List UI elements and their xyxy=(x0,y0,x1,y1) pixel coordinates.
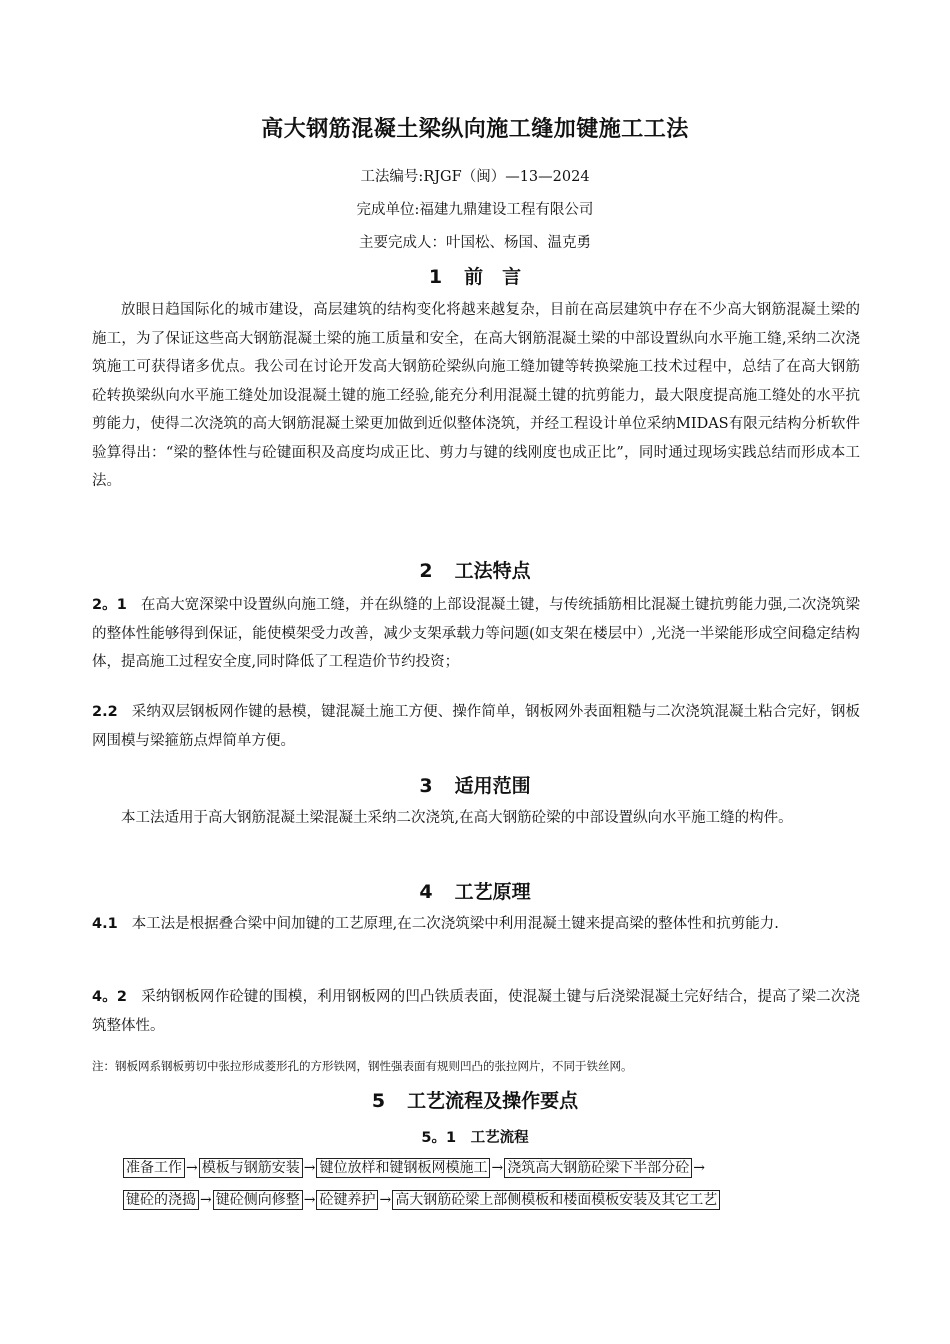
paragraph-number: 4.1 xyxy=(92,916,118,932)
subsection-5-1-heading: 5。1 工艺流程 xyxy=(421,1130,529,1146)
section-title: 前 言 xyxy=(464,266,522,288)
section-3-paragraph: 本工法适用于高大钢筋混凝土梁混凝土采纳二次浇筑,在高大钢筋砼梁的中部设置纵向水平施工缝的构件。 xyxy=(121,810,793,826)
process-flow-row-2 xyxy=(123,1190,720,1210)
section-number: 5 xyxy=(371,1090,386,1112)
flow-step: 准备工作 xyxy=(123,1158,185,1178)
section-1-paragraph: 放眼日趋国际化的城市建设，高层建筑的结构变化将越来越复杂，目前在高层建筑中存在不少高大钢筋混凝土梁的施工，为了保证这些高大钢筋混凝土梁的施工质量和安全，在高大钢筋混凝土梁的中部设置纵向水平施工缝,采纳二次浇筑施工可获得诸多优点。我公司在讨论开发高大钢筋砼梁纵向施工缝加键等转换梁施工技术过程中，总结了在高大钢筋砼转换梁纵向水平施工缝处加设混凝土键的施工经验,能充分利用混凝土键的抗剪能力，最大限度提高施工缝处的水平抗剪能力，使得二次浇筑的高大钢筋混凝土梁更加做到近似整体浇筑，并经工程设计单位采纳MIDAS有限元结构分析软件验算得出：“梁的整体性与砼键面积及高度均成正比、剪力与键的线刚度也成正比”，同时通过现场实践总结而形成本工法。 xyxy=(92,302,860,489)
section-5-heading xyxy=(0,1086,950,1113)
paragraph-number: 4。2 xyxy=(92,989,128,1005)
paragraph-number: 2.2 xyxy=(92,704,118,720)
paragraph-number: 2。1 xyxy=(92,597,127,613)
arrow-right-icon: → xyxy=(491,1160,504,1176)
flow-step: 高大钢筋砼梁上部侧模板和楼面模板安装及其它工艺 xyxy=(392,1190,720,1210)
section-2-heading xyxy=(0,556,950,583)
flow-step: 键砼的浇捣 xyxy=(123,1190,199,1210)
arrow-right-icon: → xyxy=(303,1160,316,1176)
arrow-right-icon: → xyxy=(200,1192,212,1208)
flow-step: 砼键养护 xyxy=(316,1190,378,1210)
section-number: 4 xyxy=(419,881,433,903)
section-2-paragraph-2 xyxy=(92,698,860,755)
section-title: 工法特点 xyxy=(454,560,531,582)
section-4-paragraph-1 xyxy=(92,910,860,939)
section-title: 适用范围 xyxy=(454,775,531,797)
section-number: 3 xyxy=(419,775,433,797)
section-3-heading xyxy=(0,771,950,798)
paragraph-text: 在高大宽深梁中设置纵向施工缝，并在纵缝的上部设混凝土键，与传统插筋相比混凝土键抗剪能力强,二次浇筑梁的整体性能够得到保证，能使模架受力改善，减少支架承载力等问题(如支架在楼层中）,光浇一半梁能形成空间稳定结构体，提高施工过程安全度,同时降低了工程造价节约投资； xyxy=(92,597,860,670)
process-flow-row-1 xyxy=(123,1158,706,1178)
flow-step: 键砼侧向修整 xyxy=(213,1190,303,1210)
flow-step: 模板与钢筋安装 xyxy=(199,1158,303,1178)
paragraph-text: 本工法是根据叠合梁中间加键的工艺原理,在二次浇筑梁中利用混凝土键来提高梁的整体性和抗剪能力. xyxy=(131,916,779,932)
flow-step: 浇筑高大钢筋砼梁下半部分砼 xyxy=(504,1158,692,1178)
section-number: 1 xyxy=(428,266,443,288)
paragraph-text: 采纳双层钢板网作键的悬模，键混凝土施工方便、操作简单，钢板网外表面粗糙与二次浇筑混凝土粘合完好，钢板网围模与梁箍筋点焊简单方便。 xyxy=(92,704,860,749)
section-2-paragraph-1 xyxy=(92,591,860,677)
arrow-right-icon: → xyxy=(303,1192,316,1208)
document-title: 高大钢筋混凝土梁纵向施工缝加键施工工法 xyxy=(261,117,689,142)
arrow-right-icon: → xyxy=(693,1160,705,1176)
main-authors: 主要完成人：叶国松、杨国、温克勇 xyxy=(359,235,591,251)
arrow-right-icon: → xyxy=(379,1192,392,1208)
section-4-heading xyxy=(0,877,950,904)
paragraph-text: 采纳钢板网作砼键的围模，利用钢板网的凹凸铁质表面，使混凝土键与后浇梁混凝土完好结合，提高了梁二次浇筑整体性。 xyxy=(92,989,860,1034)
section-title: 工艺流程及操作要点 xyxy=(407,1090,579,1112)
section-title: 工艺原理 xyxy=(454,881,531,903)
section-number: 2 xyxy=(419,560,433,582)
flow-step: 键位放样和键钢板网模施工 xyxy=(316,1158,490,1178)
arrow-right-icon: → xyxy=(186,1160,198,1176)
method-code: 工法编号:RJGF（闽）—13—2024 xyxy=(360,169,590,185)
section-4-paragraph-2 xyxy=(92,983,860,1040)
section-1-heading xyxy=(0,262,950,289)
footnote: 注：钢板网系钢板剪切中张拉形成菱形孔的方形铁网，钢性强表面有规则凹凸的张拉网片，不同于铁丝网。 xyxy=(92,1059,633,1073)
completing-unit: 完成单位:福建九鼎建设工程有限公司 xyxy=(356,202,594,218)
